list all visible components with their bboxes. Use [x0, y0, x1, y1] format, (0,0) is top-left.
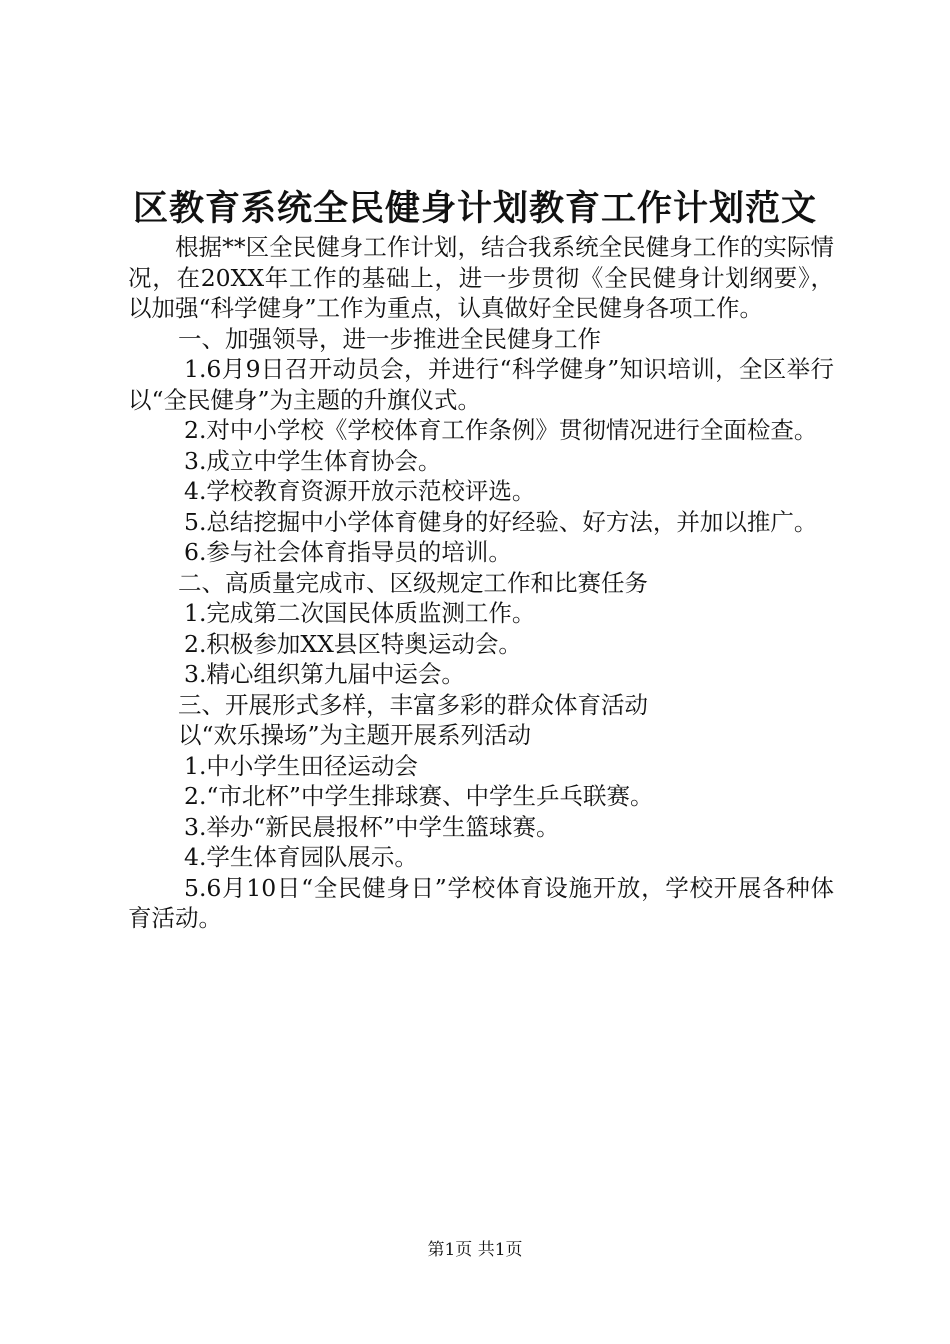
sub-heading: 以“欢乐操场”为主题开展系列活动	[178, 721, 532, 749]
list-item: 3.成立中学生体育协会。	[184, 446, 442, 475]
list-item: 3.精心组织第九届中运会。	[184, 660, 465, 688]
page-number-footer: 第1页 共1页	[427, 1240, 523, 1260]
list-item: 2.积极参加XX县区特奥运动会。	[184, 629, 522, 658]
section-heading-3: 三、开展形式多样，丰富多彩的群众体育活动	[178, 690, 648, 719]
list-item: 5.总结挖掘中小学体育健身的好经验、好方法，并加以推广。	[184, 507, 818, 536]
section-heading-1: 一、加强领导，进一步推进全民健身工作	[178, 324, 601, 353]
intro-paragraph: 根据**区全民健身工作计划，结合我系统全民健身工作的实际情况，在20XX年工作的基础上，进一步贯彻《全民健身计划纲要》，以加强“科学健身”工作为重点，认真做好全民健身各项工作。	[128, 233, 834, 322]
list-item: 6.参与社会体育指导员的培训。	[184, 538, 512, 566]
section-heading-2: 二、高质量完成市、区级规定工作和比赛任务	[178, 568, 648, 597]
list-item: 4.学生体育园队展示。	[184, 843, 418, 871]
list-item: 1.中小学生田径运动会	[184, 751, 418, 780]
list-item: 5.6月10日“全民健身日”学校体育设施开放，学校开展各种体育活动。	[128, 873, 834, 932]
list-item: 2.“市北杯”中学生排球赛、中学生乒乓联赛。	[184, 782, 654, 810]
list-item: 1.6月9日召开动员会，并进行“科学健身”知识培训，全区举行以“全民健身”为主题的升旗仪式。	[128, 355, 834, 414]
document-title: 区教育系统全民健身计划教育工作计划范文	[132, 188, 817, 229]
list-item: 1.完成第二次国民体质监测工作。	[184, 599, 536, 627]
document-body	[128, 232, 834, 934]
list-item: 2.对中小学校《学校体育工作条例》贯彻情况进行全面检查。	[184, 416, 818, 444]
list-item: 3.举办“新民晨报杯”中学生篮球赛。	[184, 812, 560, 841]
list-item: 4.学校教育资源开放示范校评选。	[184, 477, 536, 505]
